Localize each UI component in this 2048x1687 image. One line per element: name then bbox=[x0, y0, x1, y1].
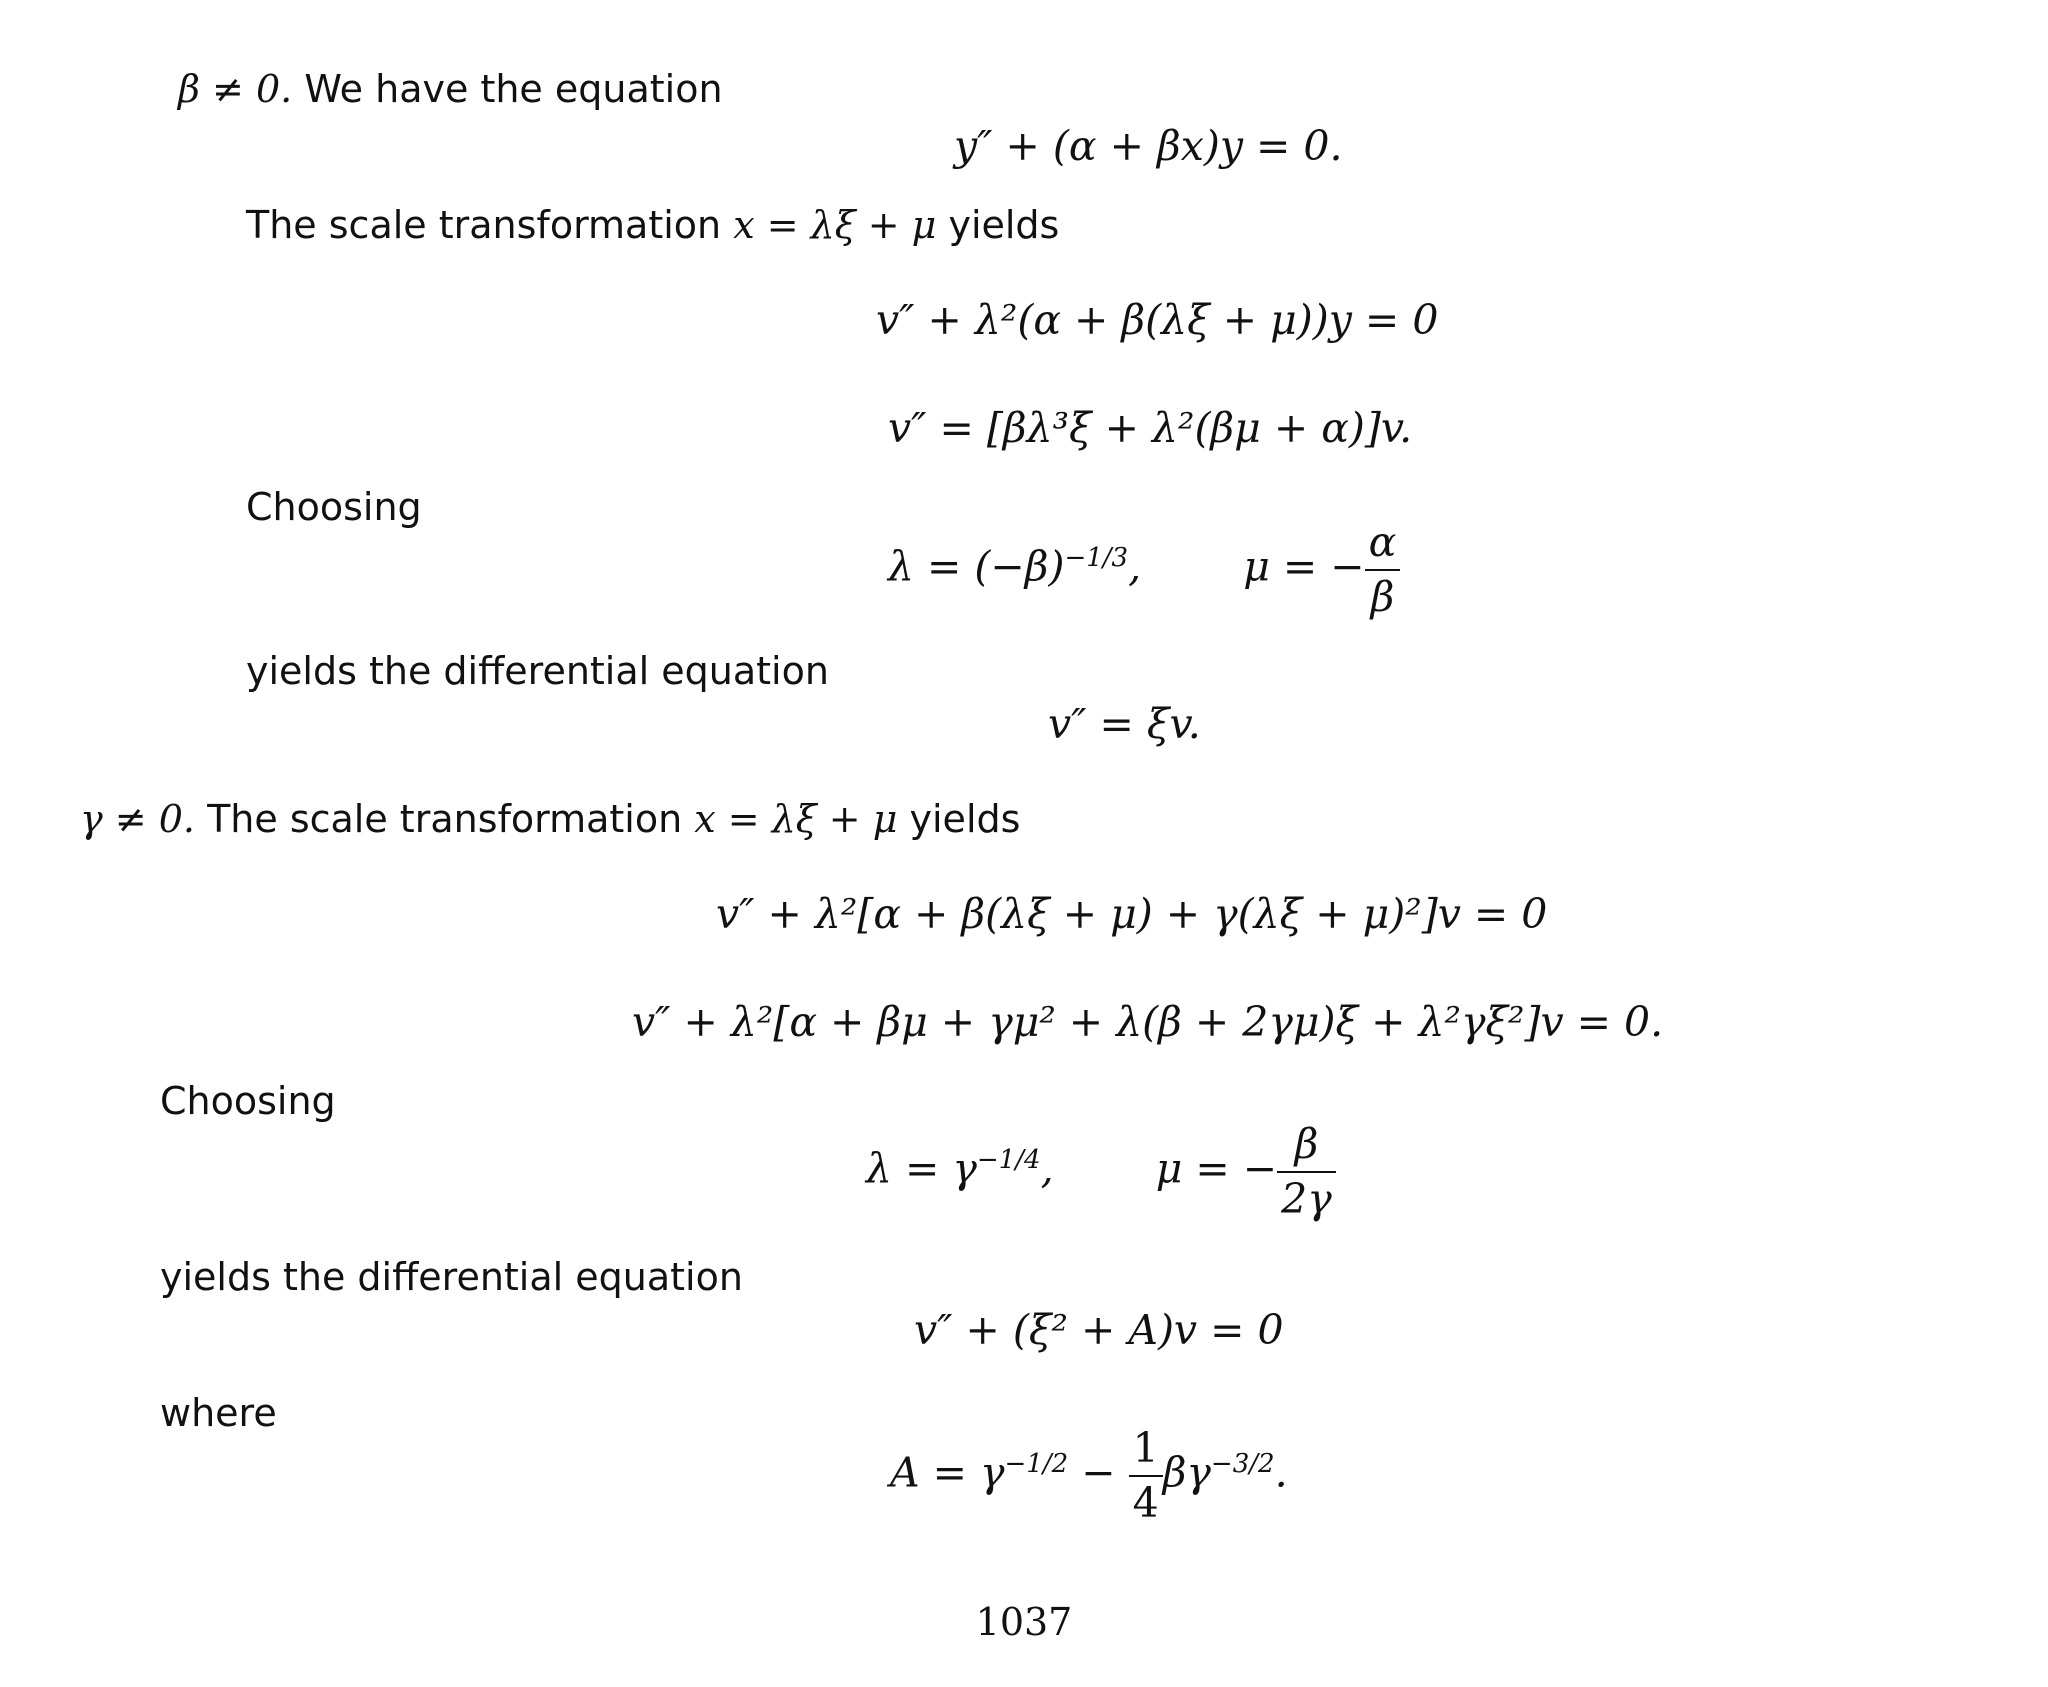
beta-mu-choice: μ = − bbox=[1243, 542, 1365, 591]
gamma-lambda-choice: λ = γ bbox=[866, 1144, 977, 1193]
beta-intro-text: We have the equation bbox=[304, 67, 723, 111]
gamma-intro-text: The scale transformation bbox=[207, 797, 683, 841]
gamma-condition: γ ≠ 0. bbox=[80, 797, 195, 841]
beta-equation-1: y″ + (α + βx)y = 0. bbox=[954, 122, 1343, 170]
beta-mu-denominator: β bbox=[1370, 573, 1395, 621]
beta-transform-suffix: yields bbox=[948, 203, 1060, 247]
beta-equation-4: v″ = ξv. bbox=[1048, 700, 1201, 748]
gamma-mu-numerator: β bbox=[1277, 1124, 1336, 1173]
gamma-A-exponent-1: −1/2 bbox=[1004, 1448, 1069, 1479]
gamma-mu-fraction bbox=[1277, 1120, 1336, 1223]
gamma-mu-denominator: 2γ bbox=[1281, 1175, 1332, 1223]
gamma-A-tail: βγ bbox=[1162, 1448, 1211, 1497]
gamma-equation-2: v″ + λ²[α + βμ + γμ² + λ(β + 2γμ)ξ + λ²γξ²]v = 0. bbox=[632, 998, 1664, 1046]
beta-equation-2: v″ + λ²(α + β(λξ + μ))y = 0 bbox=[876, 296, 1439, 344]
page-number: 1037 bbox=[975, 1600, 1073, 1644]
gamma-A-minus: − bbox=[1068, 1448, 1129, 1497]
gamma-A-fraction bbox=[1129, 1424, 1163, 1527]
gamma-yields-label: yields the differential equation bbox=[160, 1255, 743, 1299]
gamma-transform-equation: x = λξ + μ bbox=[694, 797, 898, 841]
beta-lambda-exponent: −1/3 bbox=[1064, 542, 1129, 573]
gamma-lambda-exponent: −1/4 bbox=[976, 1144, 1041, 1175]
beta-condition: β ≠ 0. bbox=[178, 67, 293, 111]
beta-transform-line bbox=[246, 203, 1060, 247]
gamma-mu-choice: μ = − bbox=[1155, 1144, 1278, 1193]
gamma-lambda-comma: , bbox=[1040, 1144, 1054, 1193]
beta-transform-equation: x = λξ + μ bbox=[733, 203, 937, 247]
gamma-A-end: . bbox=[1274, 1448, 1288, 1497]
gamma-A-exponent-2: −3/2 bbox=[1210, 1448, 1275, 1479]
beta-transform-label: The scale transformation bbox=[246, 203, 722, 247]
gamma-choice-equation bbox=[866, 1120, 1336, 1223]
gamma-transform-suffix: yields bbox=[909, 797, 1021, 841]
gamma-A-lhs: A = γ bbox=[890, 1448, 1005, 1497]
gamma-A-denominator: 4 bbox=[1132, 1479, 1159, 1527]
beta-equation-3: v″ = [βλ³ξ + λ²(βμ + α)]v. bbox=[888, 404, 1413, 452]
beta-yields-label: yields the differential equation bbox=[246, 649, 829, 693]
gamma-A-equation bbox=[890, 1424, 1288, 1527]
beta-choice-equation bbox=[888, 518, 1400, 621]
gamma-A-numerator: 1 bbox=[1129, 1428, 1163, 1477]
gamma-equation-1: v″ + λ²[α + β(λξ + μ) + γ(λξ + μ)²]v = 0 bbox=[716, 890, 1548, 938]
beta-lambda-comma: , bbox=[1128, 542, 1142, 591]
gamma-case-heading bbox=[80, 797, 1021, 841]
gamma-where-label: where bbox=[160, 1391, 277, 1435]
gamma-equation-3: v″ + (ξ² + A)v = 0 bbox=[914, 1306, 1284, 1354]
beta-choosing-label: Choosing bbox=[246, 485, 422, 529]
beta-mu-numerator: α bbox=[1365, 522, 1401, 571]
gamma-choosing-label: Choosing bbox=[160, 1079, 336, 1123]
beta-mu-fraction bbox=[1365, 518, 1401, 621]
beta-case-heading bbox=[178, 67, 723, 111]
beta-lambda-choice: λ = (−β) bbox=[888, 542, 1065, 591]
